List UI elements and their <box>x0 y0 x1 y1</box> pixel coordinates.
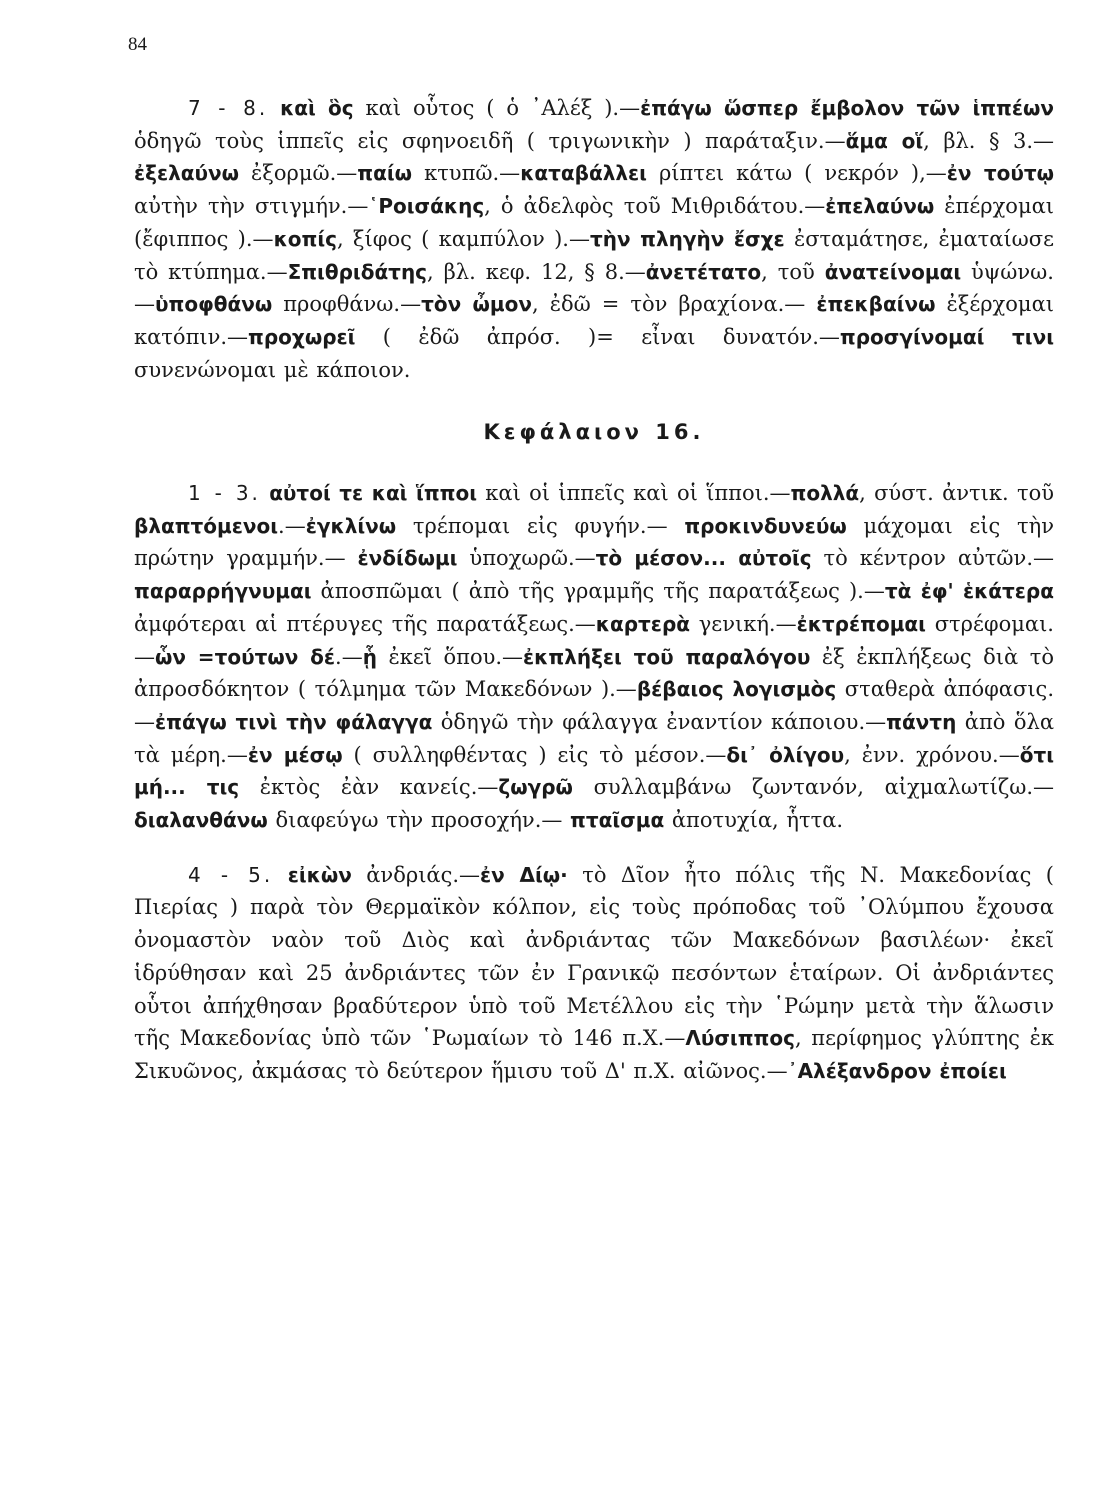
section-1-3: 1 - 3. αὐτοί τε καὶ ἵπποι καὶ οἱ ἱππεῖς καὶ οἱ ἵπποι.—πολλά, σύστ. ἀντικ. τοῦ βλαπτόμενοι.—ἐγκλίνω τρέπομαι εἰς φυγήν.— προκινδυνεύω μάχομαι εἰς τὴν πρώτην γραμμήν.— ἐνδίδωμι ὑποχωρῶ.—τὸ μέσον... αὐτοῖς τὸ κέντρον αὐτῶν.—παραρρήγνυμαι ἀποσπῶμαι ( ἀπὸ τῆς γραμμῆς τῆς παρατάξεως ).—τὰ ἐφ' ἑκάτερα ἀμφότεραι αἱ πτέρυγες τῆς παρατάξεως.—καρτερὰ γενική.—ἐκτρέπομαι στρέφομαι.—ὧν =τούτων δέ.—ᾗ ἐκεῖ ὅπου.—ἐκπλήξει τοῦ παραλόγου ἐξ ἐκπλήξεως διὰ τὸ ἀπροσδόκητον ( τόλμημα τῶν Μακεδόνων ).—βέβαιος λογισμὸς σταθερὰ ἀπόφασις.—ἐπάγω τινὶ τὴν φάλαγγα ὁδηγῶ τὴν φάλαγγα ἐναντίον κάποιου.—πάντη ἀπὸ ὅλα τὰ μέρη.—ἐν μέσῳ ( συλληφθέντας ) εἰς τὸ μέσον.—δι᾿ ὀλίγου, ἐνν. χρόνου.—ὅτι μή... τις ἐκτὸς ἐὰν κανείς.—ζωγρῶ συλλαμβάνω ζωντανόν, αἰχμαλωτίζω.—διαλανθάνω διαφεύγω τὴν προσοχήν.— πταῖσμα ἀποτυχία, ἧττα. <box>134 481 1055 833</box>
section-gap <box>134 837 1054 859</box>
chapter-title: Κεφάλαιον 16. <box>483 420 705 445</box>
commentary-text <box>134 92 1054 1088</box>
section-4-5: 4 - 5. εἰκὼν ἀνδριάς.—ἐν Δίῳ· τὸ Δῖον ἦτο πόλις τῆς Ν. Μακεδονίας ( Πιερίας ) παρὰ τὸν Θερμαϊκὸν κόλπον, εἰς τοὺς πρόποδας τοῦ ᾿Ολύμπου ἔχουσα ὀνομαστὸν ναὸν τοῦ Διὸς καὶ ἀνδριάντας τῶν Μακεδόνων βασιλέων· ἐκεῖ ἱδρύθησαν καὶ 25 ἀνδριάντες τῶν ἐν Γρανικῷ πεσόντων ἑταίρων. Οἱ ἀνδριάντες οὗτοι ἀπήχθησαν βραδύτερον ὑπὸ τοῦ Μετέλλου εἰς τὴν ῾Ρώμην μετὰ τὴν ἅλωσιν τῆς Μακεδονίας ὑπὸ τῶν ῾Ρωμαίων τὸ 146 π.Χ.—Λύσιππος, περίφημος γλύπτης ἐκ Σικυῶνος, ἀκμάσας τὸ δεύτερον ἥμισυ τοῦ Δ' π.Χ. αἰῶνος.—᾿Αλέξανδρον ἐποίει <box>134 862 1054 1083</box>
section-7-8: 7 - 8. καὶ ὃς καὶ οὗτος ( ὁ ᾿Αλέξ ).—ἐπάγω ὥσπερ ἔμβολον τῶν ἱππέων ὁδηγῶ τοὺς ἱππεῖς εἰς σφηνοειδῆ ( τριγωνικὴν ) παράταξιν.—ἅμα οἵ, βλ. § 3.—ἐξελαύνω ἐξορμῶ.—παίω κτυπῶ.—καταβάλλει ρίπτει κάτω ( νεκρόν ),—ἐν τούτῳ αὐτὴν τὴν στιγμήν.—῾Ροισάκης, ὁ ἀδελφὸς τοῦ Μιθριδάτου.—ἐπελαύνω ἐπέρχομαι (ἔφιππος ).—κοπίς, ξίφος ( καμπύλον ).—τὴν πληγὴν ἔσχε ἐσταμάτησε, ἐματαίωσε τὸ κτύπημα.—Σπιθριδάτης, βλ. κεφ. 12, § 8.—ἀνετέτατο, τοῦ ἀνατείνομαι ὑψώνω.—ὑποφθάνω προφθάνω.—τὸν ὦμον, ἐδῶ = τὸν βραχίονα.— ἐπεκβαίνω ἐξέρχομαι κατόπιν.—προχωρεῖ ( ἐδῶ ἀπρόσ. )= εἶναι δυνατόν.—προσγίνομαί τινι συνενώνομαι μὲ κάποιον. <box>134 96 1055 382</box>
page-number: 84 <box>128 34 147 55</box>
